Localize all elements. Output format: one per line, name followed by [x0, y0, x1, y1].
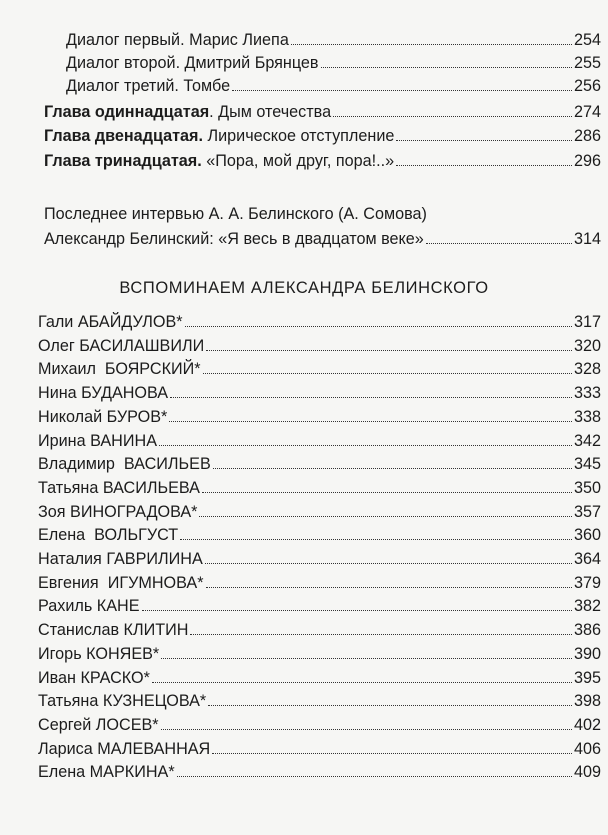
dot-leader [396, 165, 572, 166]
dot-leader [202, 492, 572, 493]
toc-entry-memory [38, 620, 601, 640]
chapter-label: Глава тринадцатая. [44, 152, 202, 170]
toc-entry-interview-heading: Последнее интервью А. А. Белинского (А. Сомова) [44, 205, 427, 223]
chapter-label: Глава одиннадцатая [44, 103, 210, 121]
toc-entry-page: 342 [573, 431, 601, 450]
dot-leader [177, 776, 572, 777]
toc-entry-page: 398 [573, 692, 601, 711]
toc-entry-memory [38, 502, 601, 522]
dot-leader [213, 468, 572, 469]
toc-entry-memory [38, 383, 601, 403]
chapter-label: Глава двенадцатая. [44, 127, 203, 145]
chapter-name: «Пора, мой друг, пора!..» [201, 152, 395, 170]
toc-entry-title: Гали АБАЙДУЛОВ* [38, 313, 183, 331]
toc-entry-title: Елена ВОЛЬГУСТ [38, 526, 179, 545]
toc-entry-title: Николай БУРОВ* [38, 407, 168, 426]
toc-entry-memory [38, 715, 601, 735]
toc-entry-page: 328 [573, 360, 601, 379]
dot-leader [152, 682, 572, 683]
chapter-name: . Дым отечества [209, 103, 332, 121]
toc-entry-page: 360 [573, 526, 601, 545]
toc-entry-title: Михаил БОЯРСКИЙ* [38, 360, 201, 379]
dot-leader [185, 326, 572, 327]
toc-entry-chapter-11 [44, 102, 601, 122]
dot-leader [203, 373, 572, 374]
toc-entry-memory [38, 691, 601, 711]
toc-entry-title: Владимир ВАСИЛЬЕВ [38, 455, 211, 474]
toc-entry-page: 345 [573, 455, 601, 474]
toc-entry-memory [38, 525, 601, 545]
toc-entry-page: 409 [573, 763, 601, 782]
toc-entry-memory [38, 573, 601, 593]
dot-leader [180, 539, 572, 540]
toc-entry-title: Татьяна КУЗНЕЦОВА* [38, 692, 207, 711]
dot-leader [232, 90, 572, 91]
toc-entry-memory [38, 668, 601, 688]
dot-leader [161, 729, 572, 730]
dot-leader [142, 610, 572, 611]
toc-entry-page: 274 [573, 103, 601, 121]
toc-entry-dialog-1 [66, 30, 601, 50]
toc-entry-page: 286 [573, 127, 601, 145]
dot-leader [321, 67, 572, 68]
dot-leader [206, 587, 572, 588]
toc-entry-page: 386 [573, 621, 601, 640]
toc-entry-page: 254 [573, 31, 601, 49]
toc-entry-memory [38, 431, 601, 451]
toc-entry-title: Лариса МАЛЕВАННАЯ [38, 739, 211, 758]
toc-entry-memory [38, 739, 601, 759]
dot-leader [190, 634, 572, 635]
toc-entry-page: 350 [573, 478, 601, 497]
toc-entry-memory [38, 359, 601, 379]
toc-entry-page: 320 [573, 336, 601, 355]
toc-entry-page: 317 [573, 313, 601, 331]
section-heading: ВСПОМИНАЕМ АЛЕКСАНДРА БЕЛИНСКОГО [119, 279, 489, 297]
dot-leader [396, 140, 572, 141]
toc-entry-dialog-2 [66, 53, 601, 73]
toc-entry-memory [38, 762, 601, 782]
toc-entry-page: 357 [573, 502, 601, 521]
dot-leader [333, 116, 572, 117]
dot-leader [212, 753, 572, 754]
dot-leader [205, 563, 572, 564]
dot-leader [170, 397, 572, 398]
dot-leader [161, 658, 572, 659]
toc-entry-memory [38, 644, 601, 664]
toc-entry-title: Олег БАСИЛАШВИЛИ [38, 336, 205, 355]
toc-entry-title: Ирина ВАНИНА [38, 431, 157, 450]
dot-leader [426, 243, 572, 244]
toc-entry-chapter-13 [44, 151, 601, 171]
toc-entry-title [44, 151, 394, 171]
toc-entry-page: 402 [573, 715, 601, 734]
dot-leader [206, 350, 572, 351]
toc-entry-title: Иван КРАСКО* [38, 668, 150, 687]
toc-entry-page: 338 [573, 407, 601, 426]
toc-entry-memory [38, 596, 601, 616]
toc-entry-chapter-12 [44, 126, 601, 146]
toc-entry-page: 379 [573, 573, 601, 592]
toc-entry-title: Станислав КЛИТИН [38, 621, 189, 640]
toc-entry-title: Сергей ЛОСЕВ* [38, 715, 159, 734]
toc-entry-dialog-3 [66, 76, 601, 96]
dot-leader [291, 44, 572, 45]
toc-entry-title: Зоя ВИНОГРАДОВА* [38, 502, 198, 521]
toc-entry-title [44, 102, 331, 122]
toc-entry-memory [38, 454, 601, 474]
toc-entry-title: Татьяна ВАСИЛЬЕВА [38, 478, 200, 497]
dot-leader [169, 421, 572, 422]
toc-entry-page: 314 [573, 230, 601, 248]
toc-entry-page: 256 [573, 77, 601, 95]
toc-entry-title: Елена МАРКИНА* [38, 763, 175, 782]
toc-entry-title: Диалог первый. Марис Лиепа [66, 31, 289, 49]
toc-entry-title: Наталия ГАВРИЛИНА [38, 550, 203, 568]
toc-entry-title: Нина БУДАНОВА [38, 384, 169, 403]
toc-entry-title: Диалог третий. Томбе [66, 77, 231, 95]
dot-leader [159, 445, 572, 446]
toc-entry-title: Диалог второй. Дмитрий Брянцев [66, 54, 319, 72]
chapter-name: Лирическое отступление [203, 127, 395, 145]
toc-entry-page: 406 [573, 739, 601, 758]
toc-entry-memory [38, 312, 601, 332]
toc-entry-title: Александр Белинский: «Я весь в двадцатом веке» [44, 230, 424, 248]
toc-entry-page: 255 [573, 54, 601, 72]
toc-entry-memory [38, 478, 601, 498]
toc-entry-page: 364 [573, 550, 601, 568]
toc-entry-page: 296 [573, 152, 601, 170]
toc-entry-page: 382 [573, 597, 601, 616]
toc-entry-page: 333 [573, 384, 601, 403]
toc-entry-memory [38, 549, 601, 569]
toc-entry-title: Рахиль КАНЕ [38, 597, 140, 616]
dot-leader [208, 705, 572, 706]
toc-entry-page: 390 [573, 644, 601, 663]
toc-entry-page: 395 [573, 668, 601, 687]
toc-entry-memory [38, 336, 601, 356]
dot-leader [199, 516, 572, 517]
toc-entry-title: Евгения ИГУМНОВА* [38, 573, 204, 592]
toc-entry-title: Игорь КОНЯЕВ* [38, 644, 160, 663]
toc-entry-title [44, 126, 394, 146]
toc-entry-interview [44, 229, 601, 249]
toc-entry-memory [38, 407, 601, 427]
